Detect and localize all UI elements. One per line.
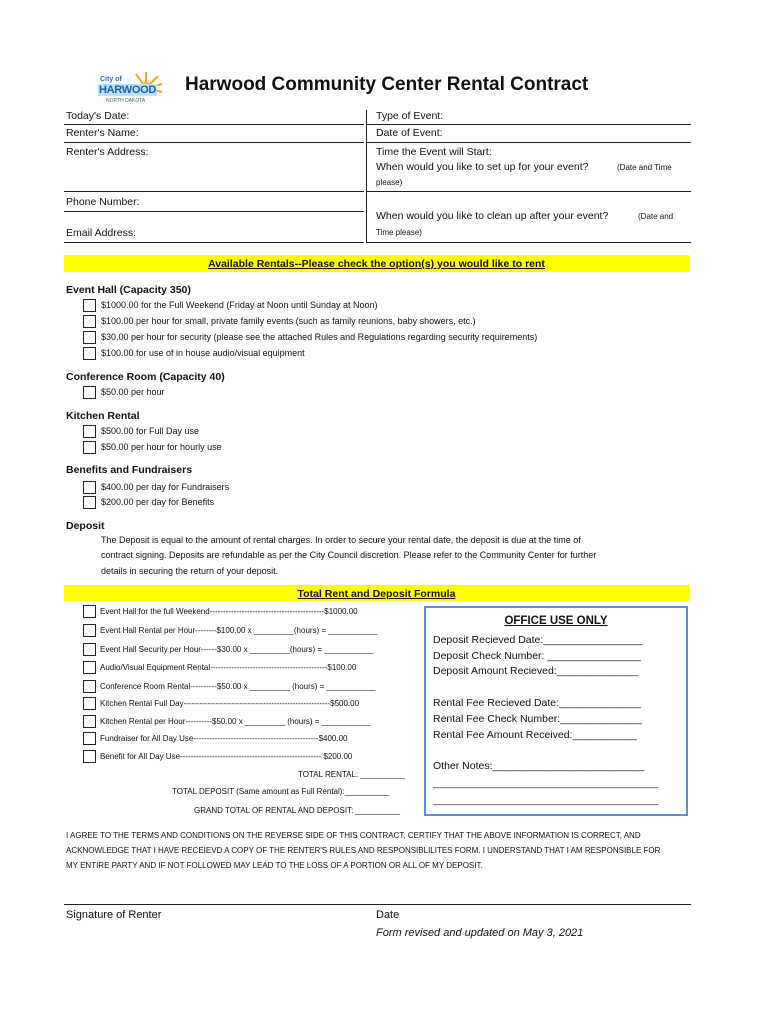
checkbox-formula-conference[interactable] xyxy=(83,680,96,693)
cleanup-note-2: Time please) xyxy=(376,228,422,237)
option-full-weekend: $1000.00 for the Full Weekend (Friday at Noon until Sunday at Noon) xyxy=(101,300,378,310)
email-line[interactable] xyxy=(64,242,364,243)
office-deposit-amount[interactable]: Deposit Amount Recieved:______________ xyxy=(433,665,639,677)
checkbox-formula-security[interactable] xyxy=(83,643,96,656)
setup-question: When would you like to set up for your event? xyxy=(376,161,589,173)
checkbox-audio-visual[interactable] xyxy=(83,347,96,360)
option-fundraisers: $400.00 per day for Fundraisers xyxy=(101,482,230,492)
option-kitchen-hourly: $50.00 per hour for hourly use xyxy=(101,442,222,452)
setup-note: (Date and Time xyxy=(617,163,672,172)
checkbox-formula-benefit[interactable] xyxy=(83,750,96,763)
benefits-heading: Benefits and Fundraisers xyxy=(66,464,193,476)
checkbox-benefits[interactable] xyxy=(83,496,96,509)
cleanup-note: (Date and xyxy=(638,212,674,221)
deposit-line-2: contract signing. Deposits are refundable as per the City Council discretion. Please refer to the Community Center for further xyxy=(101,550,597,560)
address-line-1[interactable] xyxy=(64,191,364,192)
deposit-line-3: details in securing the return of your deposit. xyxy=(101,566,279,576)
date-of-event-line[interactable] xyxy=(366,142,691,143)
checkbox-formula-hall-hour[interactable] xyxy=(83,624,96,637)
formula-line: Event Hall for the full Weekend-------------------------------------------$1000.00 xyxy=(100,607,358,616)
type-of-event-line[interactable] xyxy=(366,124,691,125)
kitchen-heading: Kitchen Rental xyxy=(66,410,140,422)
email-label: Email Address: xyxy=(66,227,137,239)
option-hourly-family: $100.00 per hour for small, private family events (such as family reunions, baby showers, etc.) xyxy=(101,316,476,326)
renters-name-label: Renter's Name: xyxy=(66,127,139,139)
option-kitchen-full: $500.00 for Full Day use xyxy=(101,426,200,436)
office-deposit-check[interactable]: Deposit Check Number: ________________ xyxy=(433,650,641,662)
todays-date-line[interactable] xyxy=(64,124,364,125)
time-start-label: Time the Event will Start: xyxy=(376,146,492,158)
grand-total: GRAND TOTAL OF RENTAL AND DEPOSIT: __________ xyxy=(194,806,401,815)
phone-line[interactable] xyxy=(64,211,364,212)
logo-sub: NORTH DAKOTA xyxy=(106,98,146,104)
revised-note: Form revised and updated on May 3, 2021 xyxy=(376,927,584,939)
deposit-line-1: The Deposit is equal to the amount of rental charges. In order to secure your rental date, the deposit is due at the time of xyxy=(101,535,581,545)
checkbox-kitchen-hourly[interactable] xyxy=(83,441,96,454)
logo-name: HARWOOD xyxy=(99,84,156,96)
office-notes-line[interactable]: _____________________________________________ xyxy=(433,795,659,805)
todays-date-label: Today's Date: xyxy=(66,110,130,122)
signature-line[interactable] xyxy=(64,904,691,905)
agreement-line-1: I AGREE TO THE TERMS AND CONDITIONS ON THE REVERSE SIDE OF THIS CONTRACT, CERTIFY THAT THE ABOVE INFORMATION IS CORRECT, AND xyxy=(66,831,641,840)
type-of-event-label: Type of Event: xyxy=(376,110,444,122)
setup-line[interactable] xyxy=(366,191,691,192)
cleanup-line[interactable] xyxy=(366,242,691,243)
checkbox-formula-kitchen-day[interactable] xyxy=(83,697,96,710)
office-notes-line[interactable]: _____________________________________________ xyxy=(433,778,659,788)
conference-heading: Conference Room (Capacity 40) xyxy=(66,371,225,383)
formula-line: Audio/Visual Equipment Rental--------------------------------------------$100.00 xyxy=(100,663,357,672)
total-deposit: TOTAL DEPOSIT (Same amount as Full Rental):__________ xyxy=(172,787,390,796)
option-conference: $50.00 per hour xyxy=(101,387,165,397)
event-hall-heading: Event Hall (Capacity 350) xyxy=(66,284,191,296)
office-rental-date[interactable]: Rental Fee Recieved Date:______________ xyxy=(433,697,641,709)
formula-banner-text: Total Rent and Deposit Formula xyxy=(297,588,456,600)
office-use-title: OFFICE USE ONLY xyxy=(504,615,608,627)
checkbox-full-weekend[interactable] xyxy=(83,299,96,312)
checkbox-fundraisers[interactable] xyxy=(83,481,96,494)
checkbox-hourly-family[interactable] xyxy=(83,315,96,328)
logo-top-text: City of xyxy=(100,76,122,83)
phone-label: Phone Number: xyxy=(66,196,140,208)
formula-line: Kitchen Rental per Hour----------$50.00 x _________ (hours) = ___________ xyxy=(100,717,371,726)
agreement-line-2: ACKNOWLEDGE THAT I HAVE RECEIEVD A COPY OF THE RENTER'S RULES AND RESPONSIBLILITES FORM. I UNDERSTAND THAT I AM RESPONSIBLE FOR xyxy=(66,846,661,855)
option-security: $30.00 per hour for security (please see the attached Rules and Regulations regarding security requirements) xyxy=(101,332,538,342)
office-other-notes[interactable]: Other Notes:__________________________ xyxy=(433,760,645,772)
page-title: Harwood Community Center Rental Contract xyxy=(185,74,589,95)
date-of-event-label: Date of Event: xyxy=(376,127,443,139)
total-rental: TOTAL RENTAL: __________ xyxy=(298,770,405,779)
formula-line: Event Hall Rental per Hour--------$100.00 x _________(hours) = ___________ xyxy=(100,626,378,635)
renters-address-label: Renter's Address: xyxy=(66,146,149,158)
option-audio-visual: $100.00 for use of in house audio/visual equipment xyxy=(101,348,305,358)
office-deposit-date[interactable]: Deposit Recieved Date:_________________ xyxy=(433,634,643,646)
harwood-logo xyxy=(96,70,166,110)
signature-label: Signature of Renter xyxy=(66,909,162,921)
office-rental-amount[interactable]: Rental Fee Amount Received:___________ xyxy=(433,729,637,741)
formula-line: Kitchen Rental Full Day-------------------------------------------------------$500.00 xyxy=(100,699,360,708)
checkbox-security[interactable] xyxy=(83,331,96,344)
form-divider xyxy=(366,110,367,243)
checkbox-formula-av[interactable] xyxy=(83,661,96,674)
rentals-banner-text: Available Rentals--Please check the option(s) you would like to rent xyxy=(208,258,545,270)
formula-line: Fundraiser for All Day Use-----------------------------------------------$400.00 xyxy=(100,734,348,743)
renters-name-line[interactable] xyxy=(64,142,364,143)
setup-note-2: please) xyxy=(376,178,403,187)
checkbox-conference[interactable] xyxy=(83,386,96,399)
checkbox-kitchen-full[interactable] xyxy=(83,425,96,438)
deposit-heading: Deposit xyxy=(66,520,105,532)
cleanup-question: When would you like to clean up after your event? xyxy=(376,210,609,222)
option-benefits: $200.00 per day for Benefits xyxy=(101,497,215,507)
checkbox-formula-weekend[interactable] xyxy=(83,605,96,618)
agreement-line-3: MY ENTIRE PARTY AND IF NOT FOLLOWED MAY LEAD TO THE LOSS OF A PORTION OR ALL OF MY DEPOSIT. xyxy=(66,861,483,870)
formula-line: Benefit for All Day Use----------------------------------------------------- $200.00 xyxy=(100,752,353,761)
office-rental-check[interactable]: Rental Fee Check Number:______________ xyxy=(433,713,642,725)
formula-line: Conference Room Rental----------$50.00 x _________ (hours) = ___________ xyxy=(100,682,376,691)
checkbox-formula-fundraiser[interactable] xyxy=(83,732,96,745)
formula-line: Event Hall Security per Hour------$30.00 x _________(hours) = ___________ xyxy=(100,645,374,654)
checkbox-formula-kitchen-hour[interactable] xyxy=(83,715,96,728)
date-label: Date xyxy=(376,909,400,921)
